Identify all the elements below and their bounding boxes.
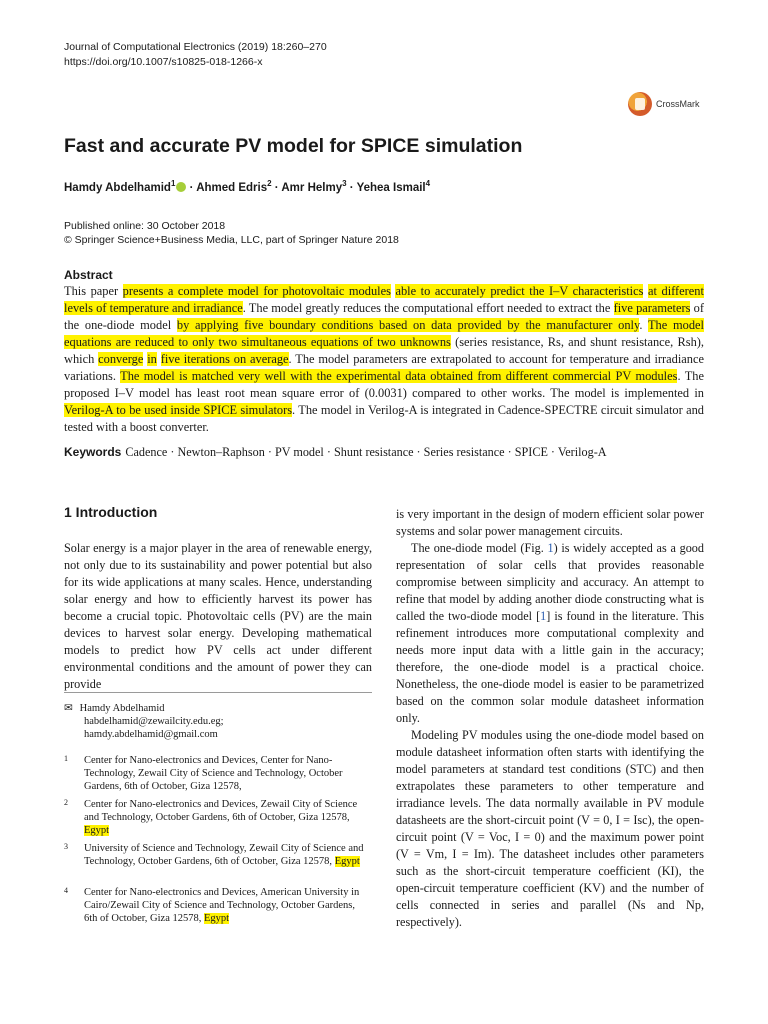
author-separator: ·: [271, 181, 282, 194]
author-separator: ·: [186, 181, 197, 194]
left-column-text: [64, 540, 372, 693]
author-name[interactable]: Ahmed Edris: [196, 181, 268, 194]
paragraph: is very important in the design of modern efficient solar power systems and solar power management circuits.: [396, 507, 704, 538]
published-date: Published online: 30 October 2018: [64, 220, 226, 232]
text-run: ) is widely accepted as a good representation of solar cells that provides reasonable compromise between simplicity and accuracy. An attempt to refine that model by adding another diode constructing what is called the two-diode model [: [396, 541, 704, 623]
paper-title: Fast and accurate PV model for SPICE simulation: [64, 135, 523, 157]
affiliation-text: Center for Nano-electronics and Devices, American University in Cairo/Zewail City of Science and Technology, October Gardens, 6th of October, Giza 12578,: [84, 887, 360, 924]
abstract-text: . The model parameters are extrapolated to account for temperature and irradiance variations.: [64, 352, 704, 383]
journal-name: Journal of Computational Electronics (2019) 18:260–270: [64, 41, 327, 53]
affiliation-footnote: [64, 842, 364, 868]
author-affil-number: 1: [170, 179, 176, 188]
author-affil-number: 4: [425, 179, 431, 188]
affiliation-footnote: [64, 798, 364, 837]
abstract-highlight: The model is matched very well with the experimental data obtained from different commercial PV modules: [120, 369, 678, 383]
affiliation-number: 4: [64, 886, 68, 895]
affiliation-number: 1: [64, 754, 68, 763]
abstract-highlight: five parameters: [613, 301, 691, 315]
journal-citation: [64, 40, 327, 70]
abstract-text: This paper: [64, 284, 123, 298]
crossmark-icon: [628, 92, 652, 116]
author-name[interactable]: Hamdy Abdelhamid: [64, 181, 171, 194]
abstract-highlight: five iterations on average: [160, 352, 289, 366]
abstract-text: . The model in Verilog-A is integrated in Cadence-SPECTRE circuit simulator and tested with a boost converter.: [64, 403, 704, 434]
orcid-icon[interactable]: [176, 182, 186, 192]
affiliation-country-highlight: Egypt: [334, 856, 360, 867]
affiliation-footnote: [64, 886, 364, 925]
paragraph: Modeling PV modules using the one-diode model based on module datasheet information often starts with identifying the model parameters at standard test conditions (STC) and then extrapolates these parameters to other temperature and irradiance levels. The data normally available in PV module datasheets are the short-circuit point (V = 0, I = Isc), the open-circuit point (V = Voc, I = 0) and the maximum power point (V = Vm, I = Im). The datasheet includes other parameters such as the short-circuit temperature coefficient (KI), the open-circuit temperature coefficient (KV) and the number of cells connected in series and parallel (Ns and Np, respectively).: [396, 728, 704, 929]
abstract-text: . The model greatly reduces the computational effort needed to extract the: [242, 301, 614, 315]
abstract-text: .: [639, 318, 648, 332]
author-affil-number: 2: [267, 179, 272, 188]
author-name[interactable]: Yehea Ismail: [356, 181, 426, 194]
abstract-highlight: converge: [98, 352, 144, 366]
copyright-notice: © Springer Science+Business Media, LLC, part of Springer Nature 2018: [64, 234, 399, 246]
keywords: [64, 445, 704, 460]
paragraph: Solar energy is a major player in the area of renewable energy, not only due to its sustainability and power potential but also for its wide applications at many scales. Hence, understanding solar energy and how to efficiently harvest its power has become a crucial topic. Photovoltaic cells (PV) are the main devices to harvest solar energy. Developing mathematical models to predict how PV cells act under different environmental conditions and the amount of power they can provide: [64, 541, 372, 691]
publication-info: [64, 219, 399, 247]
doi-link[interactable]: https://doi.org/10.1007/s10825-018-1266-x: [64, 56, 263, 68]
abstract-highlight: Verilog-A to be used inside SPICE simulators: [64, 403, 293, 417]
abstract-heading: Abstract: [64, 268, 113, 282]
crossmark-label: CrossMark: [656, 99, 700, 109]
section-heading-introduction: 1 Introduction: [64, 504, 158, 520]
author-separator: ·: [346, 181, 357, 194]
contact-email[interactable]: hamdy.abdelhamid@gmail.com: [84, 729, 218, 740]
affiliation-text: University of Science and Technology, Zewail City of Science and Technology, October Gardens, 6th of October, Giza 12578,: [84, 843, 364, 867]
affiliation-number: 2: [64, 798, 68, 807]
right-column-text: [396, 506, 704, 931]
envelope-icon: ✉: [64, 703, 73, 714]
contact-email[interactable]: habdelhamid@zewailcity.edu.eg;: [84, 716, 224, 727]
affiliation-country-highlight: Egypt: [204, 913, 230, 924]
abstract-highlight: in: [147, 352, 157, 366]
corresponding-author: [64, 702, 224, 741]
abstract-highlight: at different levels of temperature and irradiance: [64, 284, 704, 315]
keywords-label: Keywords: [64, 445, 122, 459]
author-name[interactable]: Amr Helmy: [281, 181, 343, 194]
abstract-highlight: presents a complete model for photovoltaic modules: [122, 284, 391, 298]
text-run: The one-diode model (Fig.: [411, 541, 548, 555]
text-run: ] is found in the literature. This refinement introduces more computational complexity and needs more input data with a little gain in the accuracy; therefore, the one-diode model is a practical choice. Nonetheless, the one-diode model is easier to be parametrized based on the common solar module datasheet information only.: [396, 609, 705, 725]
abstract-text: (series resistance, Rs, and shunt resistance, Rsh), which: [64, 335, 704, 366]
abstract-text: of the one-diode model: [64, 301, 704, 332]
affiliation-text: Center for Nano-electronics and Devices, Zewail City of Science and Technology, October Gardens, 6th of October, Giza 12578,: [84, 799, 358, 823]
contact-name: Hamdy Abdelhamid: [79, 703, 165, 714]
abstract-body: [64, 283, 704, 436]
author-list: [64, 179, 430, 194]
figure-link[interactable]: 1: [547, 541, 554, 555]
abstract-highlight: The model equations are reduced to only two simultaneous equations of two unknowns: [64, 318, 704, 349]
paragraph: [396, 540, 704, 727]
author-affil-number: 3: [342, 179, 347, 188]
abstract-highlight: by applying five boundary conditions based on data provided by the manufacturer only: [176, 318, 640, 332]
footnote-divider: [64, 692, 372, 693]
abstract-highlight: able to accurately predict the I–V characteristics: [395, 284, 644, 298]
abstract-text: . The proposed I–V model has least root mean square error of (0.0031) compared to other works. The model is implemented in: [64, 369, 704, 400]
affiliation-country-highlight: Egypt: [84, 825, 110, 836]
affiliation-number: 3: [64, 842, 68, 851]
crossmark-badge[interactable]: [628, 92, 700, 116]
affiliation-footnote: [64, 754, 364, 793]
citation-link[interactable]: 1: [540, 609, 547, 623]
keywords-list: Cadence · Newton–Raphson · PV model · Shunt resistance · Series resistance · SPICE · Verilog-A: [125, 445, 607, 459]
affiliation-text: Center for Nano-electronics and Devices, Center for Nano-Technology, Zewail City of Science and Technology, October Gardens, 6th of October, Giza 12578,: [84, 755, 343, 792]
